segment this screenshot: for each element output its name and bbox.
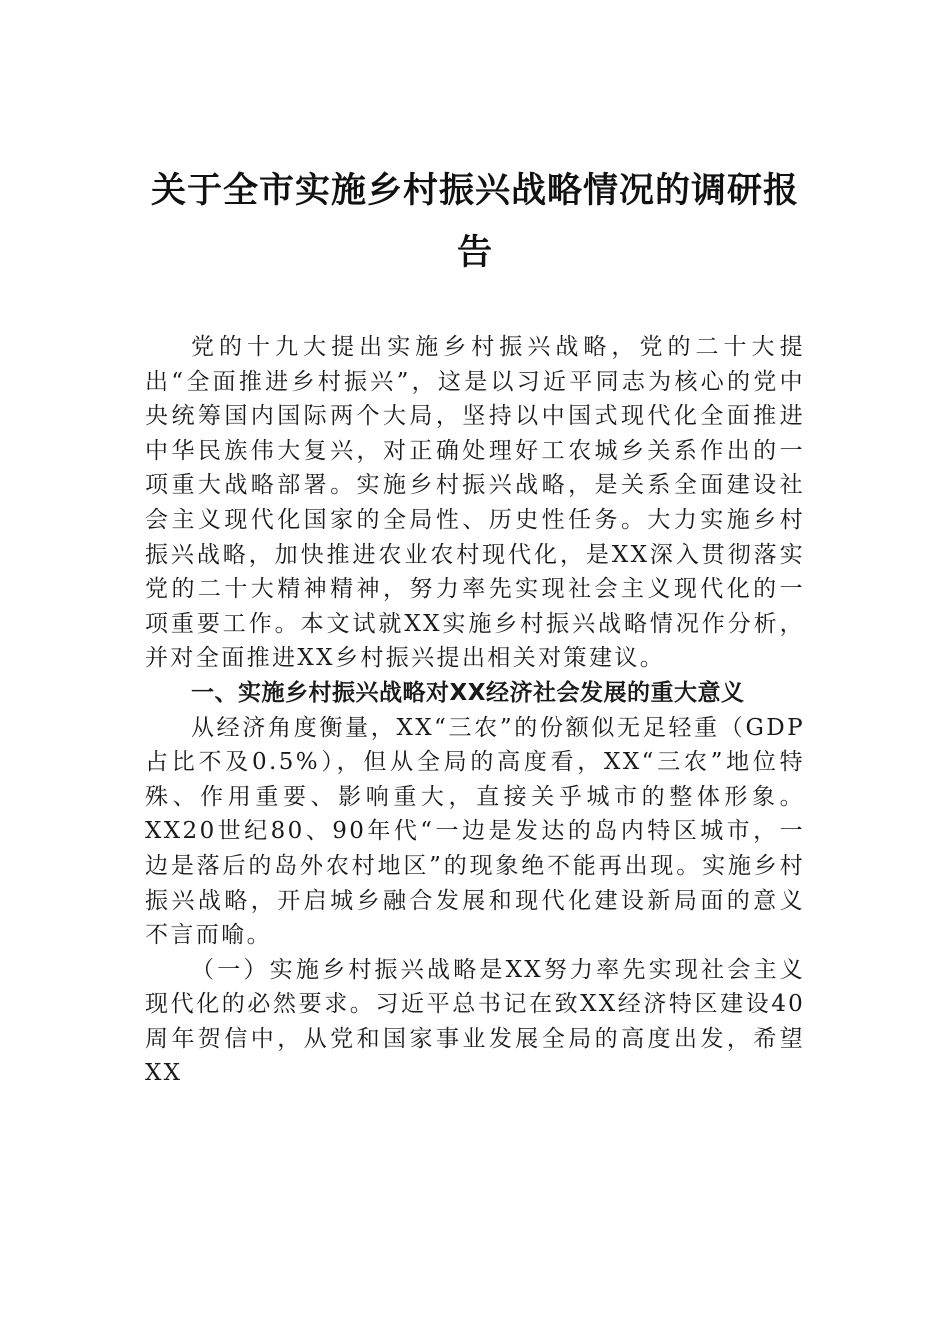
document-body xyxy=(145,330,805,1091)
section-paragraph: 从经济角度衡量，XX“三农”的份额似无足轻重（GDP占比不及0.5%），但从全局的高度看，XX“三农”地位特殊、作用重要、影响重大，直接关乎城市的整体形象。XX20世纪80、90年代“一边是发达的岛内特区城市，一边是落后的岛外农村地区”的现象绝不能再出现。实施乡村振兴战略，开启城乡融合发展和现代化建设新局面的意义不言而喻。 xyxy=(145,714,805,949)
document-title: 关于全市实施乡村振兴战略情况的调研报告 xyxy=(150,171,799,273)
subsection-paragraph: （一）实施乡村振兴战略是XX努力率先实现社会主义现代化的必然要求。习近平总书记在致XX经济特区建设40周年贺信中，从党和国家事业发展全局的高度出发，希望XX xyxy=(145,956,805,1087)
section-heading: 一、实施乡村振兴战略对XX经济社会发展的重大意义 xyxy=(191,679,745,706)
intro-paragraph: 党的十九大提出实施乡村振兴战略，党的二十大提出“全面推进乡村振兴”，这是以习近平同志为核心的党中央统筹国内国际两个大局，坚持以中国式现代化全面推进中华民族伟大复兴，对正确处理好工农城乡关系作出的一项重大战略部署。实施乡村振兴战略，是关系全面建设社会主义现代化国家的全局性、历史性任务。大力实施乡村振兴战略，加快推进农业农村现代化，是XX深入贯彻落实党的二十大精神精神，努力率先实现社会主义现代化的一项重要工作。本文试就XX实施乡村振兴战略情况作分析，并对全面推进XX乡村振兴提出相关对策建议。 xyxy=(145,334,805,672)
